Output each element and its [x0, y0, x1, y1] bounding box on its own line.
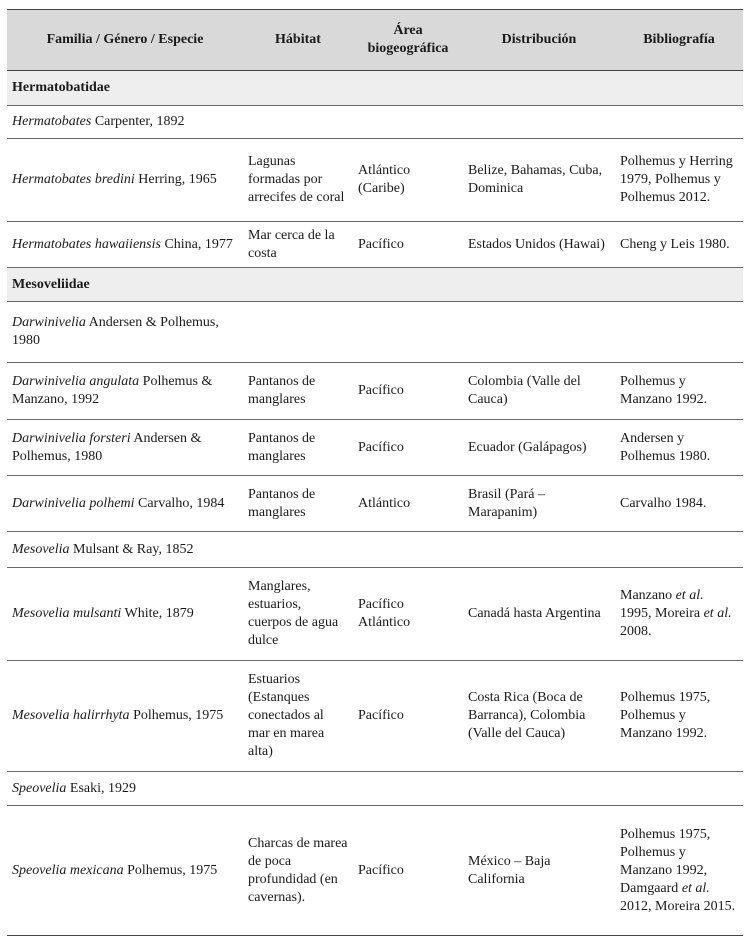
area-cell: Pacífico [353, 661, 463, 772]
species-author: Carvalho, 1984 [134, 495, 225, 511]
species-row [7, 420, 743, 476]
species-cell [7, 363, 243, 420]
bibliography-cell: Polhemus 1975, Polhemus y Manzano 1992, Damgaard et al. 2012, Moreira 2015. [615, 806, 743, 936]
table-header-row [7, 10, 743, 71]
habitat-cell: Pantanos de manglares [243, 420, 353, 476]
species-row [7, 222, 743, 268]
area-cell: Atlántico [353, 476, 463, 532]
species-cell [7, 222, 243, 268]
genus-row [7, 532, 743, 568]
species-name: Mesovelia halirrhyta [12, 708, 130, 723]
genus-row [7, 302, 743, 363]
area-cell: Pacífico [353, 222, 463, 268]
species-cell [7, 139, 243, 222]
family-name: Hermatobatidae [7, 71, 743, 106]
species-author: China, 1977 [160, 236, 233, 252]
genus-cell [7, 302, 243, 363]
distribution-cell: México – Baja California [463, 806, 615, 936]
genus-name: Hermatobates [12, 114, 92, 129]
header-bibliography: Bibliografía [615, 10, 743, 71]
area-cell: Pacífico Atlántico [353, 568, 463, 661]
habitat-cell: Manglares, estuarios, cuerpos de agua dulce [243, 568, 353, 661]
species-table-container [7, 9, 743, 936]
area-cell: Atlántico (Caribe) [353, 139, 463, 222]
header-habitat: Hábitat [243, 10, 353, 71]
genus-name: Mesovelia [12, 541, 70, 557]
bibliography-cell: Manzano et al. 1995, Moreira et al. 2008. [615, 568, 743, 661]
genus-name: Darwinivelia [12, 315, 86, 330]
genus-row [7, 106, 743, 139]
genus-cell [7, 532, 243, 568]
header-area-line1: Área [393, 23, 423, 38]
distribution-cell: Ecuador (Galápagos) [463, 420, 615, 476]
species-row [7, 363, 743, 420]
species-row [7, 476, 743, 532]
header-biogeographic-area [353, 10, 463, 71]
species-table [7, 9, 743, 936]
species-name: Speovelia mexicana [12, 862, 124, 878]
species-author: Polhemus, 1975 [129, 708, 224, 723]
habitat-cell: Pantanos de manglares [243, 363, 353, 420]
header-area-line2: biogeográfica [367, 41, 449, 56]
genus-author: Mulsant & Ray, 1852 [69, 541, 194, 557]
genus-cell [7, 772, 243, 806]
area-cell: Pacífico [353, 806, 463, 936]
species-author: Polhemus, 1975 [123, 862, 218, 878]
distribution-cell: Belize, Bahamas, Cuba, Dominica [463, 139, 615, 222]
distribution-cell: Brasil (Pará – Marapanim) [463, 476, 615, 532]
species-name: Mesovelia mulsanti [12, 606, 122, 621]
genus-name: Speovelia [12, 780, 67, 796]
area-cell: Pacífico [353, 363, 463, 420]
distribution-cell: Estados Unidos (Hawai) [463, 222, 615, 268]
species-cell [7, 420, 243, 476]
species-name: Hermatobates hawaiiensis [12, 236, 161, 252]
bibliography-cell: Cheng y Leis 1980. [615, 222, 743, 268]
family-name: Mesoveliidae [7, 268, 743, 302]
species-cell [7, 806, 243, 936]
area-cell: Pacífico [353, 420, 463, 476]
distribution-cell: Canadá hasta Argentina [463, 568, 615, 661]
bibliography-cell: Carvalho 1984. [615, 476, 743, 532]
species-author: White, 1879 [121, 606, 194, 621]
species-cell [7, 476, 243, 532]
genus-row [7, 772, 743, 806]
distribution-cell: Colombia (Valle del Cauca) [463, 363, 615, 420]
habitat-cell: Estuarios (Estanques conectados al mar en marea alta) [243, 661, 353, 772]
bibliography-cell: Andersen y Polhemus 1980. [615, 420, 743, 476]
bibliography-cell: Polhemus y Herring 1979, Polhemus y Polhemus 2012. [615, 139, 743, 222]
species-cell [7, 661, 243, 772]
species-author: Polhemus & Manzano, 1992 [12, 374, 213, 407]
habitat-cell: Lagunas formadas por arrecifes de coral [243, 139, 353, 222]
genus-author: Carpenter, 1892 [91, 114, 185, 129]
species-author: Herring, 1965 [134, 172, 217, 187]
species-author: Andersen & Polhemus, 1980 [12, 430, 202, 464]
species-name: Darwinivelia polhemi [12, 495, 135, 511]
family-row [7, 71, 743, 106]
bibliography-cell: Polhemus 1975, Polhemus y Manzano 1992. [615, 661, 743, 772]
habitat-cell: Pantanos de manglares [243, 476, 353, 532]
habitat-cell: Mar cerca de la costa [243, 222, 353, 268]
species-name: Darwinivelia forsteri [12, 430, 131, 446]
species-cell [7, 568, 243, 661]
family-row [7, 268, 743, 302]
species-row [7, 661, 743, 772]
distribution-cell: Costa Rica (Boca de Barranca), Colombia (Valle del Cauca) [463, 661, 615, 772]
genus-author: Esaki, 1929 [66, 780, 137, 796]
header-family-genus-species: Familia / Género / Especie [7, 10, 243, 71]
genus-author: Andersen & Polhemus, 1980 [12, 315, 219, 348]
species-row [7, 568, 743, 661]
species-name: Darwinivelia angulata [12, 374, 140, 389]
species-name: Hermatobates bredini [12, 172, 135, 187]
species-row [7, 806, 743, 936]
header-distribution: Distribución [463, 10, 615, 71]
species-row [7, 139, 743, 222]
bibliography-cell: Polhemus y Manzano 1992. [615, 363, 743, 420]
genus-cell [7, 106, 743, 139]
habitat-cell: Charcas de marea de poca profundidad (en cavernas). [243, 806, 353, 936]
